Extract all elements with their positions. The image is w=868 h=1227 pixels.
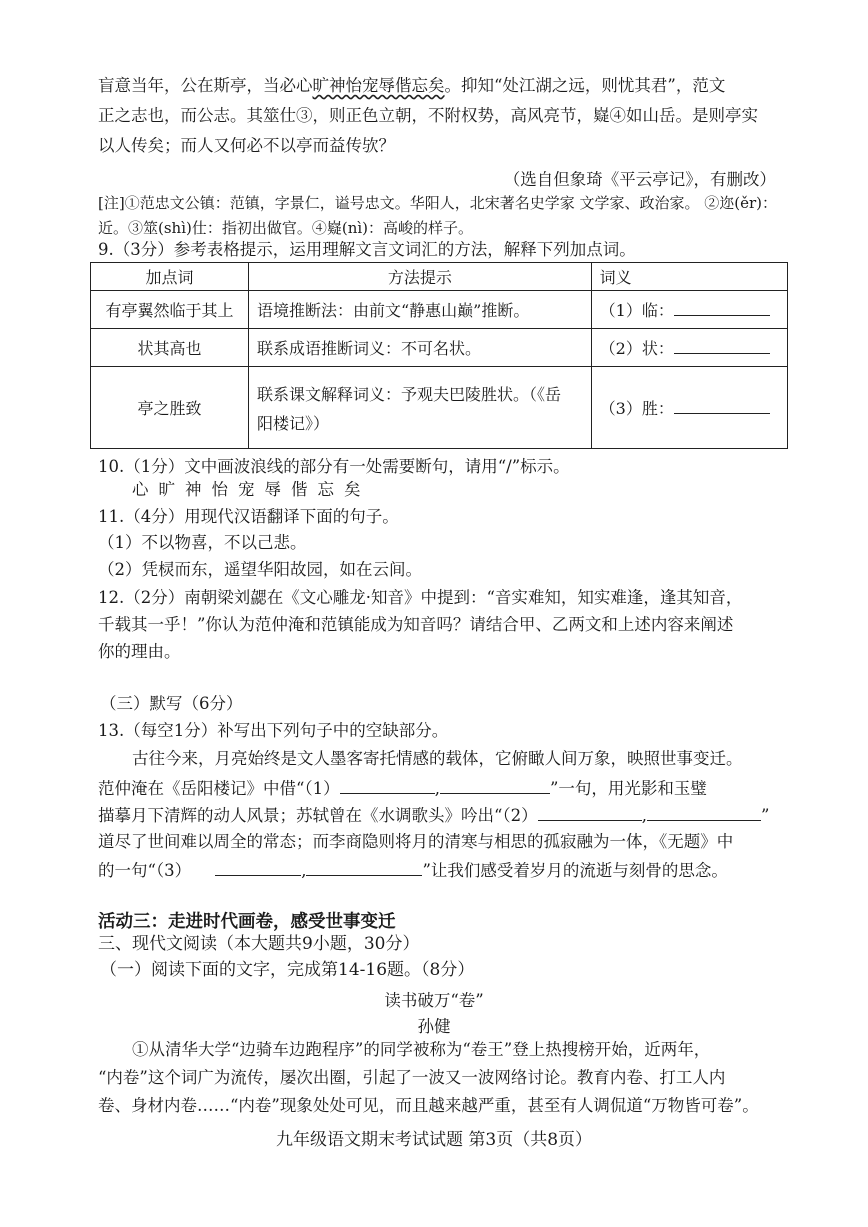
- q13-para-4: 道尽了世间难以周全的常态；而李商隐则将月的清寒与相思的孤寂融为一体，《无题》中: [98, 832, 734, 851]
- q13-para-1: 古往今来，月亮始终是文人墨客寄托情感的载体，它俯瞰人间万象，映照世事变迁。: [132, 749, 743, 768]
- meaning-cell: [591, 291, 787, 329]
- table-row: [91, 329, 788, 367]
- answer-blank[interactable]: [215, 859, 301, 876]
- header-meaning: 词义: [591, 263, 787, 291]
- meaning-label: （1）临：: [599, 301, 674, 320]
- q11-sentence-1: （1）不以物喜，不以己悲。: [98, 533, 307, 552]
- answer-blank[interactable]: [674, 337, 770, 354]
- q10-stem: 10.（1分）文中画波浪线的部分有一处需要断句，请用“/”标示。: [98, 457, 570, 476]
- notes-line-1: [注]①范忠文公镇：范镇，字景仁，谥号忠文。华阳人，北宋著名史学家 文学家、政治家。 ②迩(ěr)：: [98, 194, 777, 212]
- answer-blank[interactable]: [440, 777, 550, 794]
- passage-text: 盲意当年，公在斯亭，当必心: [98, 76, 313, 95]
- passage-line-2: 正之志也，而公志。其筮仕③，则正色立朝，不附权势，高风亮节，嶷④如山岳。是则亭实: [98, 106, 758, 125]
- q10-chars: 心旷神怡宠辱偕忘矣: [132, 480, 371, 499]
- header-method: 方法提示: [248, 263, 591, 291]
- method-line: 阳楼记》）: [256, 413, 329, 433]
- essay-para-line-3: 卷、身材内卷……“内卷”现象处处可见，而且越来越严重，甚至有人调侃道“万物皆可卷”。: [98, 1096, 759, 1115]
- word-cell: 状其高也: [91, 329, 249, 367]
- passage-source: （选自但象琦《平云亭记》，有删改）: [503, 170, 776, 189]
- table-row: [91, 367, 788, 449]
- q13-para-5: 的一句“（3） , ”让我们感受着岁月的流逝与刻骨的思念。: [98, 861, 728, 880]
- passage-line-3: 以人传矣；而人又何必不以亭而益传欤？: [98, 136, 395, 155]
- passage-line-1: [98, 76, 725, 96]
- part3-heading: 三、现代文阅读（本大题共9小题，30分）: [98, 934, 420, 954]
- answer-blank[interactable]: [340, 777, 435, 794]
- essay-author: 孙健: [417, 1017, 451, 1036]
- method-cell: 联系成语推断词义：不可名状。: [248, 329, 591, 367]
- fill-text: ”让我们感受着岁月的流逝与刻骨的思念。: [422, 861, 728, 880]
- fill-text: ”: [760, 806, 770, 825]
- answer-blank[interactable]: [674, 299, 770, 316]
- essay-title: 读书破万“卷”: [384, 991, 484, 1010]
- meaning-label: （3）胜：: [599, 399, 674, 418]
- method-cell: 语境推断法：由前文“静惠山巅”推断。: [248, 291, 591, 329]
- q13-para-2: 范仲淹在《岳阳楼记》中借“（1） , ”一句，用光影和玉璧: [98, 779, 707, 798]
- fill-text: 的一句“（3）: [98, 861, 192, 880]
- passage-text: 。抑知“处江湖之远，则忧其君”，范文: [444, 76, 726, 95]
- meaning-cell: [591, 367, 787, 449]
- answer-blank[interactable]: [674, 397, 770, 414]
- q9-table: [90, 262, 788, 449]
- answer-blank[interactable]: [538, 804, 642, 821]
- table-header-row: [91, 263, 788, 291]
- fill-text: ”一句，用光影和玉璧: [549, 779, 707, 798]
- header-word: 加点词: [91, 263, 249, 291]
- word-cell: 有亭翼然临于其上: [91, 291, 249, 329]
- q12-line-1: 12.（2分）南朝梁刘勰在《文心雕龙·知音》中提到：“音实难知，知实难逢，逢其知音，: [98, 588, 743, 607]
- q12-line-2: 千载其一乎！”你认为范仲淹和范镇能成为知音吗？请结合甲、乙两文和上述内容来阐述: [98, 615, 734, 634]
- q12-line-3: 你的理由。: [98, 642, 181, 661]
- fill-text: 范仲淹在《岳阳楼记》中借“（1）: [98, 779, 340, 798]
- method-line: 联系课文解释词义：予观夫巴陵胜状。（《岳: [256, 384, 561, 404]
- essay-para-line-2: “内卷”这个词广为流传，屡次出圈，引起了一波又一波网络讨论。教育内卷、打工人内: [98, 1068, 726, 1087]
- fill-text: 描摹月下清辉的动人风景；苏轼曾在《水调歌头》吟出“（2）: [98, 806, 538, 825]
- q13-stem: 13.（每空1分）补写出下列句子中的空缺部分。: [98, 721, 449, 740]
- method-cell: [248, 367, 591, 449]
- q13-para-3: 描摹月下清辉的动人风景；苏轼曾在《水调歌头》吟出“（2） , ”: [98, 806, 770, 825]
- section3-title: （三）默写（6分）: [100, 694, 243, 713]
- wavy-underlined-text: 旷神怡宠辱偕忘矣: [312, 76, 445, 95]
- q11-sentence-2: （2）凭棂而东，遥望华阳故园，如在云间。: [98, 560, 422, 579]
- table-row: [91, 291, 788, 329]
- answer-blank[interactable]: [647, 804, 761, 821]
- essay-para-line-1: ①从清华大学“边骑车边跑程序”的同学被称为“卷王”登上热搜榜开始，近两年，: [132, 1040, 711, 1059]
- subsection-heading: （一）阅读下面的文字，完成第14-16题。（8分）: [100, 960, 475, 980]
- meaning-cell: [591, 329, 787, 367]
- q11-stem: 11.（4分）用现代汉语翻译下面的句子。: [98, 507, 399, 526]
- word-cell: 亭之胜致: [91, 367, 249, 449]
- notes-line-2: 近。③筮(shì)仕：指初出做官。④嶷(nì)：高峻的样子。: [98, 219, 474, 237]
- activity3-title: 活动三：走进时代画卷，感受世事变迁: [98, 912, 396, 932]
- answer-blank[interactable]: [306, 859, 422, 876]
- page-footer: 九年级语文期末考试试题 第3页（共8页）: [275, 1130, 593, 1150]
- meaning-label: （2）状：: [599, 339, 674, 358]
- q9-stem: 9.（3分）参考表格提示，运用理解文言文词汇的方法，解释下列加点词。: [98, 240, 636, 259]
